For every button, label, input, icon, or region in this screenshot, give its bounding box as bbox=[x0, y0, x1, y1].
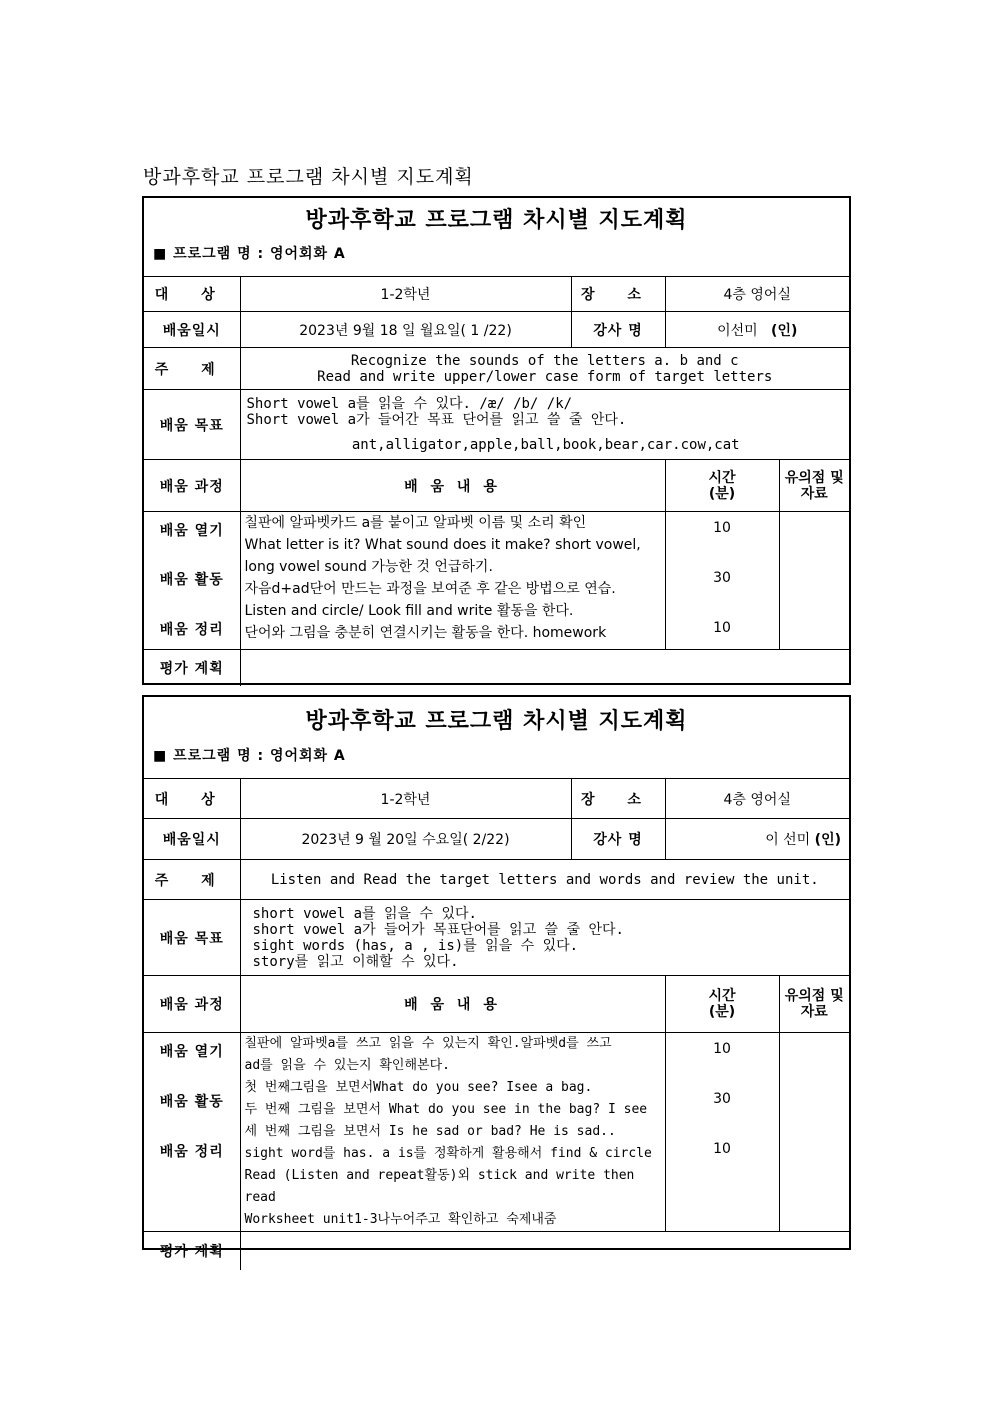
goal-words: ant,alligator,apple,ball,book,bear,car.cow,cat bbox=[351, 437, 740, 453]
content-line: 첫 번째그림을 보면서What do you see? Isee a bag. bbox=[244, 1080, 593, 1095]
stage-column bbox=[144, 512, 240, 650]
target-value: 1-2학년 bbox=[240, 277, 571, 312]
goal-label: 배움 목표 bbox=[144, 390, 240, 460]
eval-value bbox=[240, 650, 849, 686]
teacher-label: 강사 명 bbox=[571, 819, 665, 860]
time-header bbox=[665, 460, 779, 512]
lesson-plan-1 bbox=[142, 196, 851, 685]
teacher-label: 강사 명 bbox=[571, 312, 665, 348]
teacher-value: 이선미 bbox=[717, 322, 758, 339]
stage-label: 배움 활동 bbox=[159, 572, 224, 588]
time-label: 시간 bbox=[708, 988, 736, 1004]
target-label: 대 상 bbox=[144, 779, 240, 819]
plan-title: 방과후학교 프로그램 차시별 지도계획 bbox=[305, 708, 688, 734]
content-line: Listen and circle/ Look fill and write 활동을 한다. bbox=[244, 603, 574, 619]
content-label: 배 움 내 용 bbox=[240, 976, 665, 1033]
teacher-value: 이 선미 bbox=[765, 832, 811, 848]
seal-mark: (인) bbox=[771, 322, 798, 339]
stage-label: 배움 활동 bbox=[159, 1094, 224, 1110]
plan-table bbox=[144, 778, 849, 1270]
time-header bbox=[665, 976, 779, 1033]
notes-cell bbox=[779, 512, 849, 650]
date-label: 배움일시 bbox=[144, 819, 240, 860]
eval-value bbox=[240, 1232, 849, 1270]
date-value: 2023년 9월 18 일 월요일( 1 /22) bbox=[240, 312, 571, 348]
stage-label: 배움 열기 bbox=[159, 1044, 224, 1060]
goal-value bbox=[240, 900, 849, 976]
date-value: 2023년 9 월 20일 수요일( 2/22) bbox=[240, 819, 571, 860]
plan-table bbox=[144, 276, 849, 686]
time-value: 10 bbox=[713, 1041, 731, 1057]
content-label: 배 움 내 용 bbox=[240, 460, 665, 512]
eval-label: 평가 계획 bbox=[144, 1232, 240, 1270]
time-value: 30 bbox=[713, 1091, 731, 1107]
content-line: ad를 읽을 수 있는지 확인해본다. bbox=[244, 1058, 450, 1073]
time-unit-label: (분) bbox=[708, 1004, 736, 1020]
program-name: ■ 프로그램 명 : 영어회화 A bbox=[153, 246, 346, 262]
process-label: 배움 과정 bbox=[144, 460, 240, 512]
place-value: 4층 영어실 bbox=[665, 779, 849, 819]
content-line: 단어와 그림을 충분히 연결시키는 활동을 한다. homework bbox=[244, 625, 607, 641]
lesson-plan-2 bbox=[142, 695, 851, 1260]
content-line: 자음d+ad단어 만드는 과정을 보여준 후 같은 방법으로 연습. bbox=[244, 581, 616, 597]
notes-header bbox=[779, 976, 849, 1033]
time-value: 30 bbox=[713, 570, 731, 586]
teacher-cell bbox=[665, 819, 849, 860]
place-label: 장 소 bbox=[571, 277, 665, 312]
topic-line: Recognize the sounds of the letters a. b and c bbox=[350, 352, 739, 369]
time-column bbox=[665, 1033, 779, 1232]
time-value: 10 bbox=[713, 1141, 731, 1157]
place-label: 장 소 bbox=[571, 779, 665, 819]
topic-label: 주 제 bbox=[144, 860, 240, 900]
topic-value bbox=[240, 860, 849, 900]
eval-label: 평가 계획 bbox=[144, 650, 240, 686]
notes-label: 자료 bbox=[800, 1004, 828, 1020]
topic-label: 주 제 bbox=[144, 348, 240, 390]
stage-label: 배움 정리 bbox=[159, 622, 224, 638]
process-label: 배움 과정 bbox=[144, 976, 240, 1033]
goal-line: short vowel a를 읽을 수 있다. bbox=[252, 905, 477, 922]
content-line: 칠판에 알파벳a를 쓰고 읽을 수 있는지 확인.알파벳d를 쓰고 bbox=[244, 1036, 612, 1051]
goal-value bbox=[240, 390, 849, 460]
stage-column bbox=[144, 1033, 240, 1232]
time-unit-label: (분) bbox=[708, 485, 736, 502]
notes-label: 유의점 및 bbox=[784, 988, 844, 1004]
content-cell bbox=[240, 1033, 665, 1232]
goal-line: Short vowel a가 들어간 목표 단어를 읽고 쓸 줄 안다. bbox=[246, 412, 627, 428]
seal-mark: (인) bbox=[814, 832, 841, 848]
goal-line: Short vowel a를 읽을 수 있다. /æ/ /b/ /k/ bbox=[246, 396, 573, 412]
topic-line: Read and write upper/lower case form of target letters bbox=[317, 368, 773, 385]
goal-line: story를 읽고 이해할 수 있다. bbox=[252, 953, 459, 970]
time-column bbox=[665, 512, 779, 650]
target-label: 대 상 bbox=[144, 277, 240, 312]
plan-title: 방과후학교 프로그램 차시별 지도계획 bbox=[305, 207, 688, 233]
content-line: 두 번째 그림을 보면서 What do you see in the bag? I see bbox=[244, 1102, 648, 1117]
place-value: 4층 영어실 bbox=[665, 277, 849, 312]
target-value: 1-2학년 bbox=[240, 779, 571, 819]
notes-cell bbox=[779, 1033, 849, 1232]
content-line: Read (Listen and repeat활동)외 stick and write then read bbox=[244, 1168, 635, 1205]
content-line: Worksheet unit1-3나누어주고 확인하고 숙제내줌 bbox=[244, 1212, 557, 1227]
notes-label: 자료 bbox=[800, 485, 828, 502]
stage-label: 배움 열기 bbox=[159, 523, 224, 539]
time-value: 10 bbox=[713, 520, 731, 536]
content-line: long vowel sound 가능한 것 언급하기. bbox=[244, 559, 493, 575]
content-cell bbox=[240, 512, 665, 650]
goal-line: sight words (has, a , is)를 읽을 수 있다. bbox=[252, 937, 579, 954]
time-value: 10 bbox=[713, 620, 731, 636]
notes-label: 유의점 및 bbox=[784, 469, 844, 486]
notes-header bbox=[779, 460, 849, 512]
goal-label: 배움 목표 bbox=[144, 900, 240, 976]
content-line: 세 번째 그림을 보면서 Is he sad or bad? He is sad.. bbox=[244, 1124, 616, 1139]
goal-line: short vowel a가 들어가 목표단어를 읽고 쓸 줄 안다. bbox=[252, 921, 624, 938]
time-label: 시간 bbox=[708, 469, 736, 486]
date-label: 배움일시 bbox=[144, 312, 240, 348]
topic-line: Listen and Read the target letters and words and review the unit. bbox=[270, 871, 819, 888]
content-line: What letter is it? What sound does it make? short vowel, bbox=[244, 537, 641, 553]
content-line: sight word를 has. a is를 정확하게 활용해서 find & circle bbox=[244, 1146, 652, 1161]
document-heading: 방과후학교 프로그램 차시별 지도계획 bbox=[143, 166, 474, 188]
program-name: ■ 프로그램 명 : 영어회화 A bbox=[153, 748, 346, 764]
content-line: 칠판에 알파벳카드 a를 붙이고 알파벳 이름 및 소리 확인 bbox=[244, 515, 587, 531]
topic-value bbox=[240, 348, 849, 390]
teacher-cell bbox=[665, 312, 849, 348]
stage-label: 배움 정리 bbox=[159, 1144, 224, 1160]
